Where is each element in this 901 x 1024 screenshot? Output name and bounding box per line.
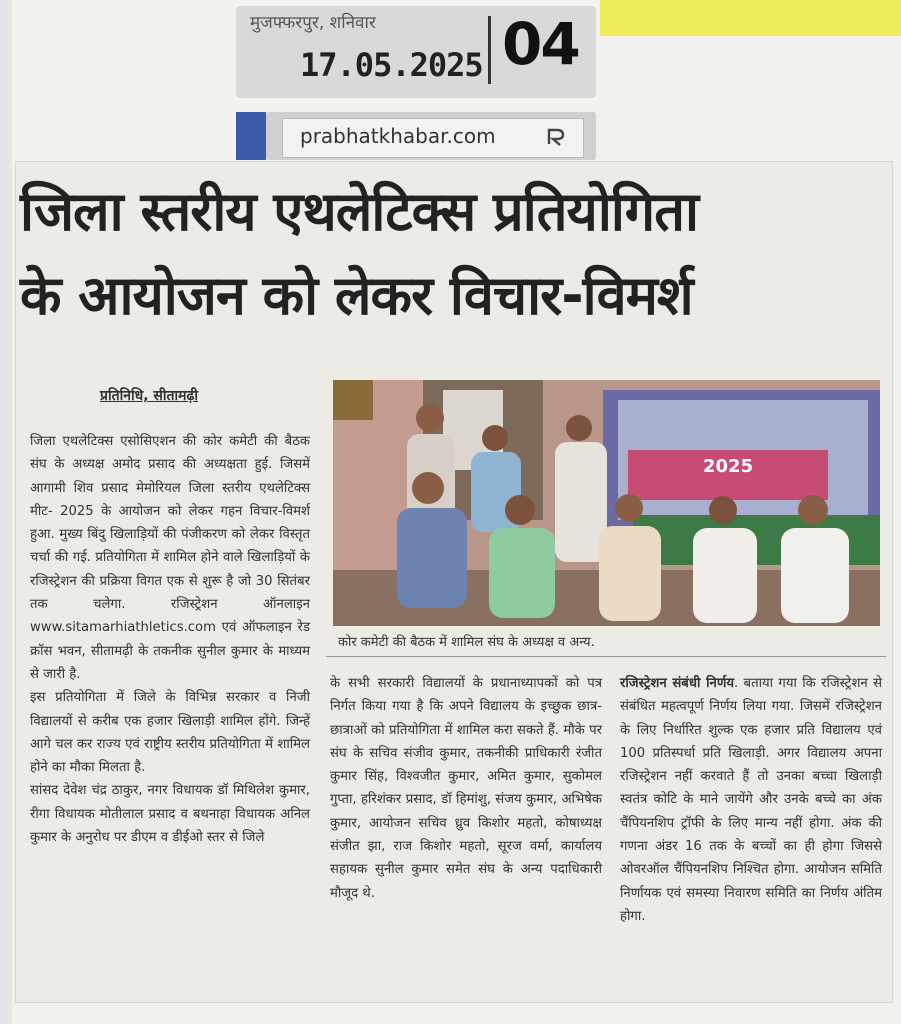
column-rule — [326, 656, 886, 657]
paragraph: के सभी सरकारी विद्यालयों के प्रधानाध्यापकों को पत्र निर्गत किया गया है कि अपने विद्यालय के इच्छुक छात्र-छात्राओं को प्रतियोगिता में शामिल करा सकते हैं. मौके पर संघ के सचिव संजीव कुमार, तकनीकी प्राधिकारी रंजीत कुमार सिंह, विश्वजीत कुमार, अमित कुमार, सुकोमल गुप्ता, हरिशंकर प्रसाद, डॉ हिमांशु, संजय कुमार, अभिषेक कुमार, आयोजन सचिव ध्रुव किशोर महतो, कोषाध्यक्ष संजीत झा, राज किशोर महतो, सूरज वर्मा, कार्यालय सहायक सुनील कुमार समेत संघ के अन्य पदाधिकारी मौजूद थे. — [330, 676, 602, 901]
photo-caption: कोर कमेटी की बैठक में शामिल संघ के अध्यक्ष व अन्य. — [338, 635, 595, 650]
headline — [20, 170, 880, 338]
page-number: 04 — [502, 10, 579, 78]
meeting-photo — [333, 380, 880, 626]
article-column-2 — [330, 672, 602, 905]
subheading: रजिस्ट्रेशन संबंधी निर्णय — [620, 676, 735, 691]
banner-year: 2025 — [703, 456, 754, 477]
newspaper-logo-icon — [545, 126, 567, 148]
paragraph: इस प्रतियोगिता में जिले के विभिन्न सरकार व निजी विद्यालयों से करीब एक हजार खिलाड़ी शामिल होंगे. जिन्हें आगे चल कर राज्य एवं राष्ट्रीय स्तरीय प्रतियोगिता में शामिल होने का मौका मिलता है. — [30, 690, 310, 776]
place-day: मुजफ्फरपुर, शनिवार — [250, 13, 376, 33]
paragraph — [620, 672, 882, 928]
article-column-3 — [620, 672, 882, 928]
headline-line-2: के आयोजन को लेकर विचार-विमर्श — [20, 264, 693, 327]
paragraph-text: . बताया गया कि रजिस्ट्रेशन से संबंधित महत्वपूर्ण निर्णय लिया गया. जिसमें रजिस्ट्रेशन के लिए निर्धारित शुल्क एक हजार प्रति विद्यालय एवं 100 प्रतिस्पर्धा प्रति खिलाड़ी. अगर विद्यालय अपना रजिस्ट्रेशन नहीं करवाते हैं तो उनका बच्चा खिलाड़ी स्वतंत्र कोटि के माने जायेंगे और उनके बच्चे का अंक चैंपियनशिप ट्रॉफी के लिए मान्य नहीं होगा. अंक की गणना अंडर 16 तक के बच्चों का ही होगा जिससे ओवरऑल चैंपियनशिप निश्चित होगा. आयोजन समिति निर्णायक एवं समस्या निवारण समिति का निर्णय अंतिम होगा. — [620, 676, 882, 924]
byline: प्रतिनिधि, सीतामढ़ी — [100, 388, 198, 404]
paper-edge — [600, 0, 901, 36]
paragraph: सांसद देवेश चंद्र ठाकुर, नगर विधायक डॉ मिथिलेश कुमार, रीगा विधायक मोतीलाल प्रसाद व बथनाहा विधायक अनिल कुमार के अनुरोध पर डीएम व डीईओ स्तर से जिले — [30, 783, 310, 846]
paragraph: जिला एथलेटिक्स एसोसिएशन की कोर कमेटी की बैठक संघ के अध्यक्ष अमोद प्रसाद की अध्यक्षता हुई. जिसमें आगामी शिव प्रसाद मेमोरियल जिला स्तरीय एथलेटिक्स मीट- 2025 के आयोजन को लेकर गहन विचार-विमर्श हुआ. मुख्य बिंदु खिलाड़ियों की पंजीकरण को लेकर विस्तृत चर्चा की गई. प्रतियोगिता में शामिल होने वाले खिलाड़ियों के रजिस्ट्रेशन की प्रक्रिया विगत एक से शुरू है जो 30 सितंबर तक चलेगा. रजिस्ट्रेशन ऑनलाइन www.sitamarhiathletics.com एवं ऑफलाइन रेड क्रॉस भवन, सीतामढ़ी के तकनीक सुनील कुमार के माध्यम से जारी है. — [30, 434, 310, 682]
website-text: prabhatkhabar.com — [300, 124, 496, 148]
headline-line-1: जिला स्तरीय एथलेटिक्स प्रतियोगिता — [20, 180, 698, 243]
article-column-1 — [30, 430, 310, 849]
brand-color-bar — [236, 112, 266, 160]
edition-date: 17.05.2025 — [300, 46, 483, 84]
header-divider — [488, 16, 491, 84]
scan-background — [0, 0, 12, 1024]
